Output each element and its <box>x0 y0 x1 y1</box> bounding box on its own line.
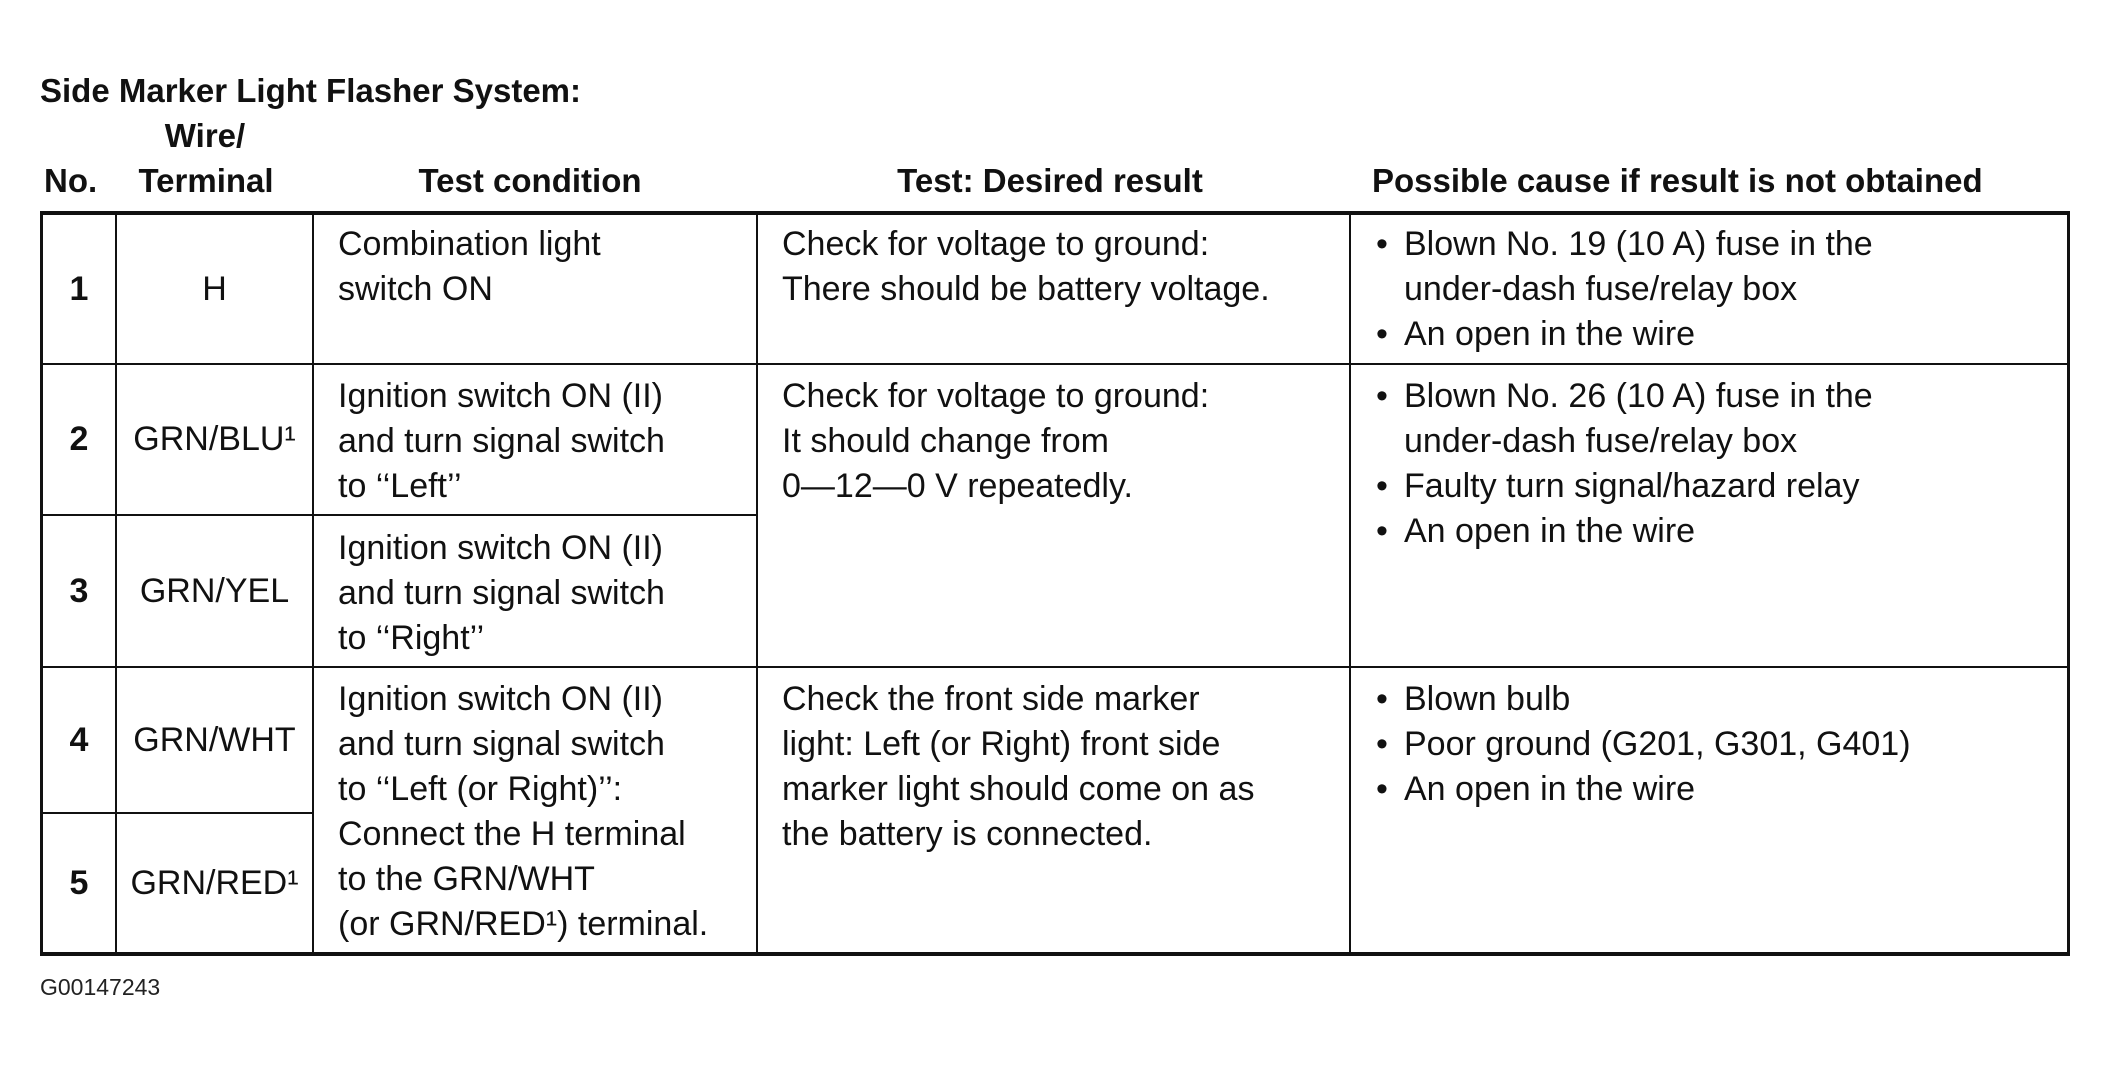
row-1-result: Check for voltage to ground: There should be battery voltage. <box>782 225 1270 308</box>
header-possible-cause: Possible cause if result is not obtained <box>1372 162 1983 199</box>
row-5-wire: GRN/RED¹ <box>130 863 299 902</box>
row-1-condition: Combination light switch ON <box>338 225 601 308</box>
col-separator-4 <box>1349 211 1351 956</box>
row-1-cause-list <box>1374 222 1873 357</box>
col-separator-2 <box>312 211 314 956</box>
row-2-wire: GRN/BLU¹ <box>133 420 296 458</box>
rows-2-3-cause-list <box>1374 374 1873 554</box>
rows-4-5-causes <box>1374 677 1911 812</box>
row-5-no: 5 <box>69 863 89 902</box>
cause-item: • An open in the wire <box>1374 312 1873 357</box>
table-bottom-rule <box>40 952 2070 956</box>
rows-2-3-result: Check for voltage to ground: It should change from 0—12—0 V repeatedly. <box>782 377 1210 505</box>
row-3-wire: GRN/YEL <box>139 571 290 610</box>
figure-code: G00147243 <box>40 974 161 1000</box>
header-wire-line1: Wire/ <box>164 117 246 154</box>
cause-item: • An open in the wire <box>1374 509 1873 554</box>
rows-4-5-cause-list <box>1374 677 1911 812</box>
table-top-rule <box>40 211 2070 215</box>
page-title: Side Marker Light Flasher System: <box>40 72 582 109</box>
row-2-no: 2 <box>69 420 89 458</box>
table-right-border <box>2067 211 2070 956</box>
rows-4-5-condition: Ignition switch ON (II) and turn signal switch to ‘‘Left (or Right)’’: Connect the H terminal to the GRN/WHT (or GRN/RED¹) terminal. <box>338 680 709 943</box>
row-4-wire: GRN/WHT <box>133 720 296 759</box>
header-test-condition: Test condition <box>418 162 642 199</box>
row-4-no: 4 <box>69 720 89 759</box>
row-3-condition: Ignition switch ON (II) and turn signal switch to ‘‘Right’’ <box>338 529 665 657</box>
header-wire-line2: Terminal <box>138 162 274 199</box>
row-1-wire: H <box>202 269 227 308</box>
cause-item: • Faulty turn signal/hazard relay <box>1374 464 1873 509</box>
cause-item: • Poor ground (G201, G301, G401) <box>1374 722 1911 767</box>
header-desired-result: Test: Desired result <box>897 162 1203 199</box>
col-separator-3 <box>756 211 758 956</box>
rows-4-5-result: Check the front side marker light: Left (or Right) front side marker light should come on as the battery is connected. <box>782 680 1255 853</box>
row-separator-3 <box>40 666 2070 668</box>
row-2-condition: Ignition switch ON (II) and turn signal switch to ‘‘Left’’ <box>338 377 665 505</box>
row-separator-1 <box>40 363 2070 365</box>
cause-item: • Blown bulb <box>1374 677 1911 722</box>
row-3-no: 3 <box>69 571 89 610</box>
cause-item: • Blown No. 19 (10 A) fuse in the under-dash fuse/relay box <box>1374 222 1873 312</box>
cause-item: • An open in the wire <box>1374 767 1911 812</box>
row-1-no: 1 <box>69 269 89 308</box>
rows-2-3-causes <box>1374 374 1873 554</box>
cause-item: • Blown No. 26 (10 A) fuse in the under-dash fuse/relay box <box>1374 374 1873 464</box>
row-1-causes <box>1374 222 1873 357</box>
header-no: No. <box>44 162 98 199</box>
